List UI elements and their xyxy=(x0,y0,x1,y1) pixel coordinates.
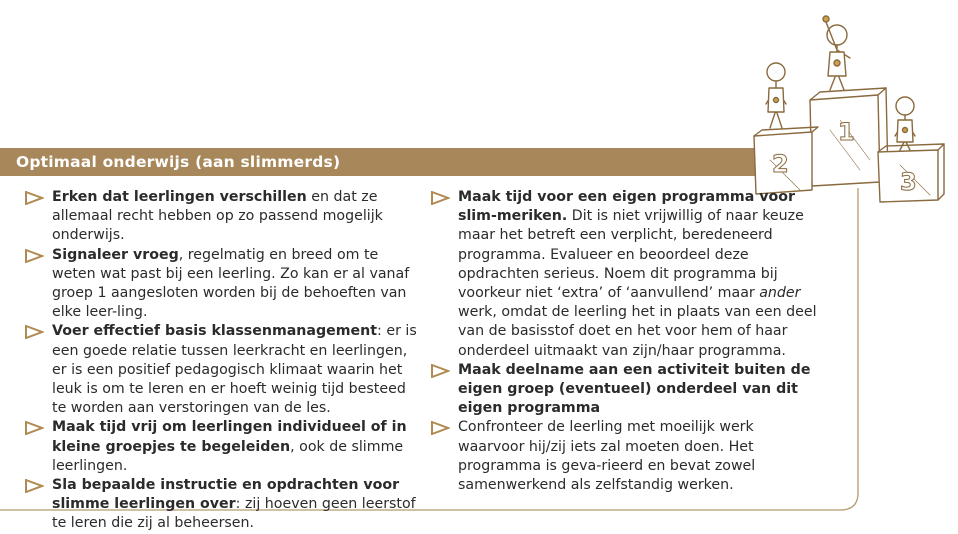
left-column xyxy=(22,188,422,534)
right-column xyxy=(428,188,818,495)
list-item xyxy=(22,322,422,418)
triangle-bullet-icon xyxy=(430,191,450,205)
section-title: Optimaal onderwijs (aan slimmerds) xyxy=(16,153,341,171)
list-item xyxy=(428,361,818,419)
place-2-label: 2 xyxy=(772,150,789,178)
item-text: : er is een goede relatie tussen leerkracht en leerlingen, er is een positief pedagogisch klimaat waarin het leuk is om te leren en er hoeft weinig tijd besteed te worden aan verstoringen van de les. xyxy=(52,323,417,417)
triangle-bullet-icon xyxy=(24,479,44,493)
list-item xyxy=(22,188,422,246)
item-text: , regelmatig en breed om te weten wat past bij een leerling. Zo kan er al vanaf groep 1 aangesloten worden bij de behoeften van elke leer-ling. xyxy=(52,246,410,321)
list-item xyxy=(22,246,422,323)
item-text: Dit is niet vrijwillig of naar keuze maar het betreft een verplicht, beredeneerd programma. Evalueer en beoordeel deze opdrachten serieus. Noem dit programma bij voorkeur niet ‘extra’ of ‘aanvullend’ maar xyxy=(458,208,804,302)
list-item xyxy=(428,418,818,495)
list-item xyxy=(22,418,422,476)
triangle-bullet-icon xyxy=(24,249,44,263)
triangle-bullet-icon xyxy=(24,325,44,339)
list-item xyxy=(428,188,818,361)
item-bold: Erken dat leerlingen verschillen xyxy=(52,189,307,205)
item-bold: Maak deelname aan een activiteit buiten de eigen groep (eventueel) onderdeel van dit eigen programma xyxy=(458,361,811,417)
item-text: , ook de slimme leerlingen. xyxy=(52,438,404,474)
item-bold: Voer effectief basis klassenmanagement xyxy=(52,323,378,340)
item-bold: Maak tijd voor een eigen programma voor slim-meriken. xyxy=(458,189,795,225)
item-text-after: werk, omdat de leerling het in plaats van een deel van de basisstof doet en het voor hem of haar onderdeel uitmaakt van zijn/haar programma. xyxy=(458,304,817,359)
place-1-label: 1 xyxy=(838,118,855,146)
triangle-bullet-icon xyxy=(430,421,450,435)
item-text: Confronteer de leerling met moeilijk werk waarvoor hij/zij iets zal moeten doen. Het programma is geva-rieerd en bevat zowel samenwerkend als zelfstandig werken. xyxy=(458,419,756,494)
triangle-bullet-icon xyxy=(430,364,450,378)
place-3-label: 3 xyxy=(900,168,917,196)
item-bold: Sla bepaalde instructie en opdrachten voor slimme leerlingen over xyxy=(52,477,400,513)
podium-winners-icon xyxy=(740,0,958,210)
item-bold: Maak tijd vrij om leerlingen individueel of in kleine groepjes te begeleiden xyxy=(52,419,407,455)
list-item xyxy=(22,476,422,534)
triangle-bullet-icon xyxy=(24,191,44,205)
item-bold: Signaleer vroeg xyxy=(52,246,179,263)
item-text: en dat ze allemaal recht hebben op zo passend mogelijk onderwijs. xyxy=(52,189,383,244)
item-text: : zij hoeven geen leerstof te leren die zij al beheersen. xyxy=(52,496,416,532)
item-italic: ander xyxy=(759,285,801,302)
triangle-bullet-icon xyxy=(24,421,44,435)
